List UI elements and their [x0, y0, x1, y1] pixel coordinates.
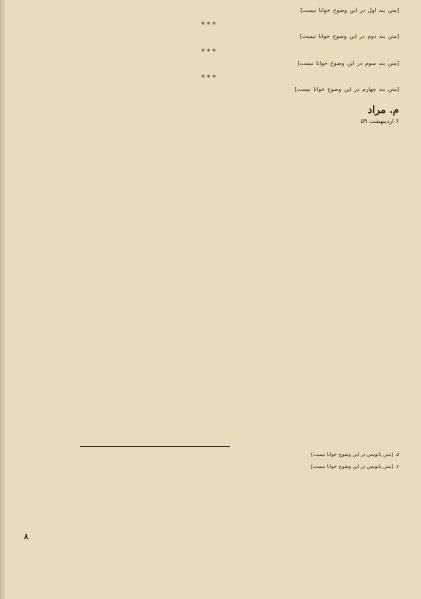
- signature-date: ۶ اردیبهشت ۵۹: [360, 117, 399, 125]
- footnote-divider: [80, 446, 230, 447]
- paragraph-intro: [متن بند اول در این وضوح خوانا نیست]: [300, 8, 399, 14]
- page-edge-shadow: [0, 0, 6, 599]
- section-separator: ***: [201, 47, 218, 56]
- footnote-5: ۵. [متن پانویس در این وضوح خوانا نیست]: [311, 452, 399, 458]
- paragraph-main: [متن بند دوم در این وضوح خوانا نیست]: [300, 34, 399, 41]
- paragraph-conclusion: [متن بند چهارم در این وضوح خوانا نیست]: [294, 87, 399, 94]
- footnote-6: ۶. [متن پانویس در این وضوح خوانا نیست]: [311, 463, 399, 470]
- section-separator: ***: [201, 21, 218, 30]
- footnotes-section: [20, 452, 399, 476]
- section-separator: ***: [201, 74, 218, 83]
- author-signature: م. مراد: [367, 104, 399, 116]
- paragraph-khomeini: [متن بند سوم در این وضوح خوانا نیست]: [297, 60, 399, 67]
- page-number: ۸: [24, 531, 29, 541]
